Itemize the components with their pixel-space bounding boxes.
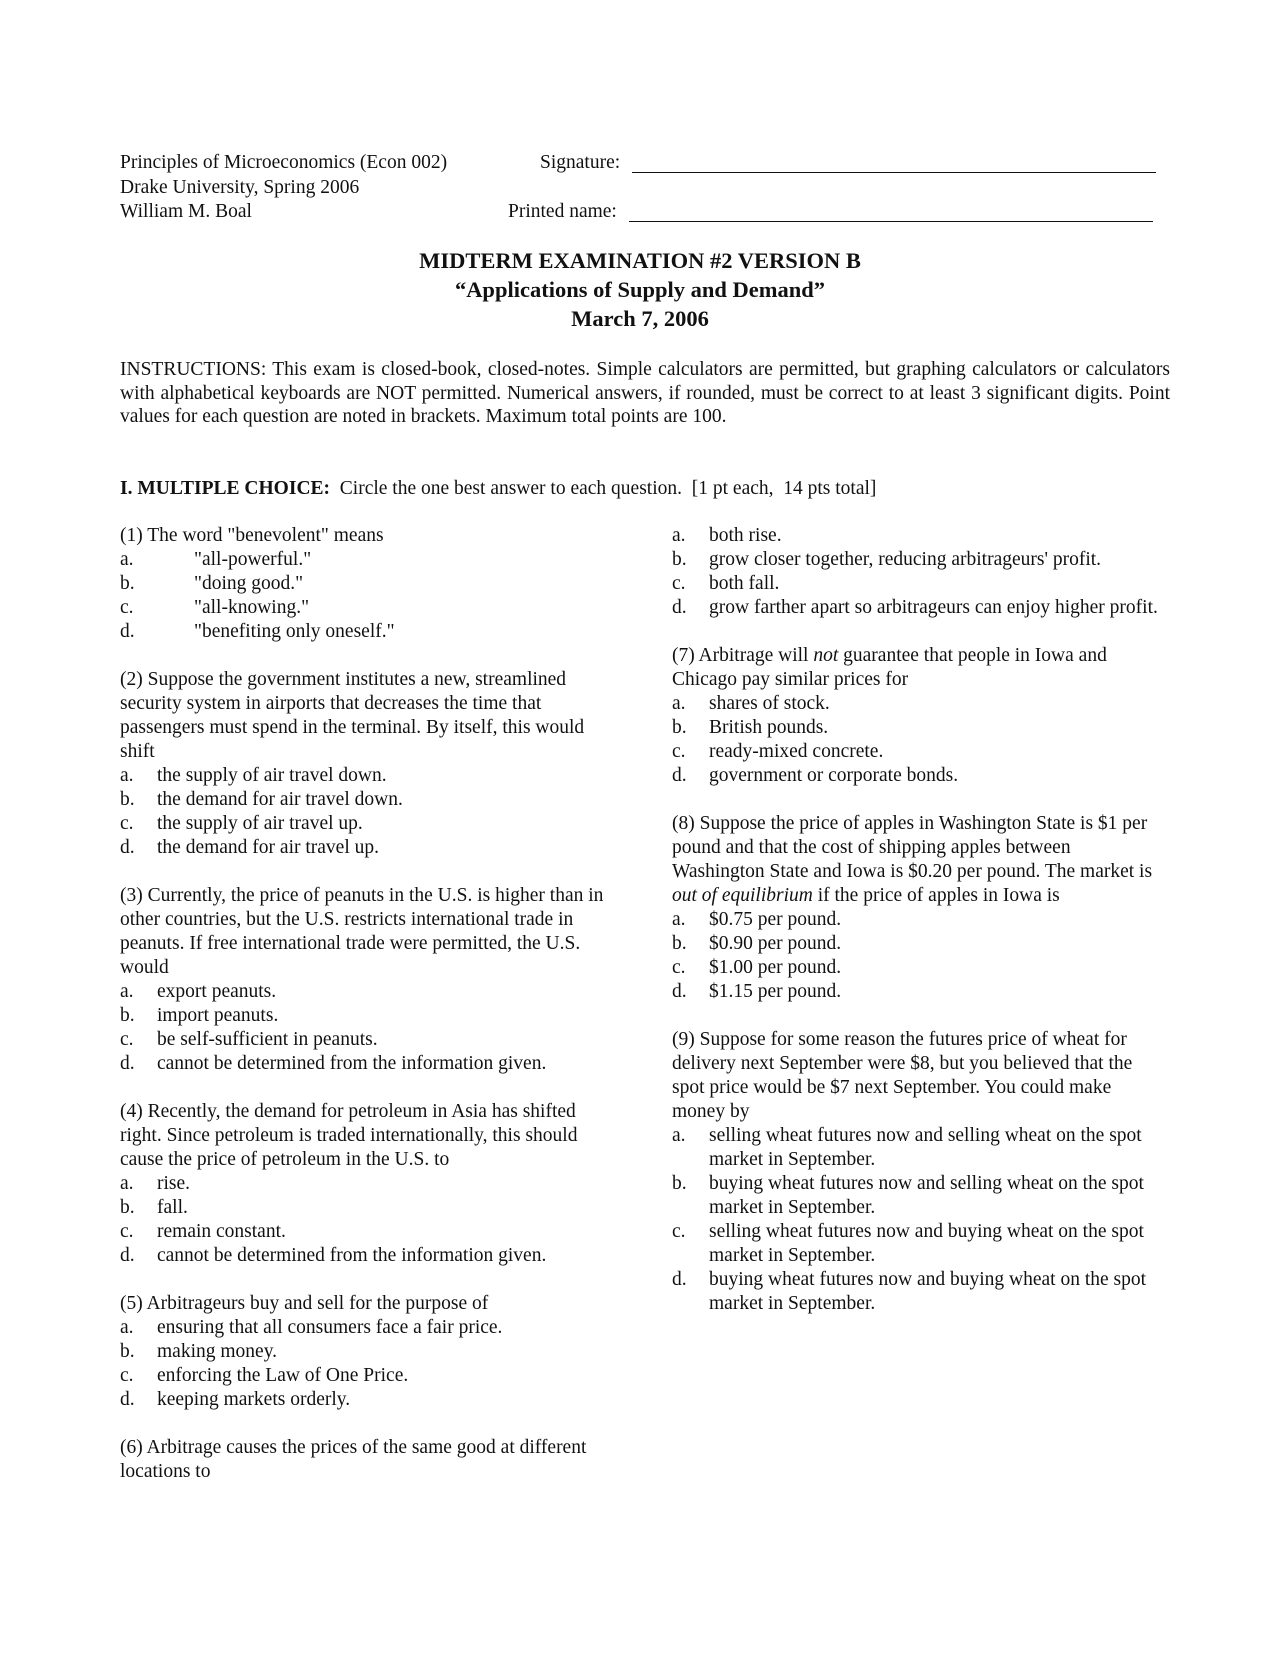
option-b[interactable]: b. grow closer together, reducing arbitrageurs' profit. — [672, 549, 1102, 570]
option-d[interactable]: d. grow farther apart so arbitrageurs can enjoy higher profit. — [672, 597, 1158, 618]
question-stem: (5) Arbitrageurs buy and sell for the purpose of — [120, 1293, 489, 1314]
option-a[interactable]: a. both rise. — [672, 525, 782, 546]
question-stem: (6) Arbitrage causes the prices of the same good at different locations to — [120, 1437, 587, 1482]
section-number: I. MULTIPLE CHOICE: — [120, 478, 331, 499]
option-a[interactable]: a. shares of stock. — [672, 693, 830, 714]
option-d[interactable]: d. cannot be determined from the information given. — [120, 1245, 547, 1266]
exam-title-line2: “Applications of Supply and Demand” — [454, 277, 826, 302]
option-b[interactable]: b. "doing good." — [120, 573, 304, 594]
option-c[interactable]: c. ready-mixed concrete. — [672, 741, 884, 762]
option-c[interactable]: c. "all-knowing." — [120, 597, 310, 618]
instructor-name: William M. Boal — [120, 201, 252, 222]
option-c[interactable]: c. be self-sufficient in peanuts. — [120, 1029, 378, 1050]
question-8 — [672, 812, 1162, 1004]
question-stem: (2) Suppose the government institutes a new, streamlined security system in airports that decreases the time that passengers must spend in the terminal. By itself, this would shift — [120, 669, 585, 762]
signature-line[interactable] — [632, 172, 1156, 173]
question-stem: (3) Currently, the price of peanuts in the U.S. is higher than in other countries, but the U.S. restricts international trade in peanuts. If free international trade were permitted, the U.S. would — [120, 885, 604, 978]
printed-name-label: Printed name: — [508, 201, 617, 222]
option-b[interactable]: b. import peanuts. — [120, 1005, 279, 1026]
option-a[interactable]: a. selling wheat futures now and selling wheat on the spot market in September. — [672, 1125, 1142, 1170]
question-1 — [120, 524, 610, 644]
school-term: Drake University, Spring 2006 — [120, 176, 360, 198]
option-d[interactable]: d. keeping markets orderly. — [120, 1389, 351, 1410]
question-5 — [120, 1292, 610, 1412]
question-7 — [672, 644, 1162, 788]
question-stem: (1) The word "benevolent" means — [120, 525, 384, 546]
option-a[interactable]: a. $0.75 per pound. — [672, 909, 842, 930]
printed-name-line[interactable] — [629, 221, 1153, 222]
option-c[interactable]: c. remain constant. — [120, 1221, 286, 1242]
option-a[interactable]: a. "all-powerful." — [120, 549, 312, 570]
option-d[interactable]: d. government or corporate bonds. — [672, 765, 959, 786]
option-c[interactable]: c. both fall. — [672, 573, 780, 594]
section-heading — [120, 477, 876, 501]
section-text: Circle the one best answer to each question. [1 pt each, 14 pts total] — [330, 478, 877, 499]
question-stem: (7) Arbitrage will not guarantee that people in Iowa and Chicago pay similar prices for — [672, 645, 1107, 690]
instructions: INSTRUCTIONS: This exam is closed-book, closed-notes. Simple calculators are permitted, but graphing calculators or calculators with alphabetical keyboards are NOT permitted. Numerical answers, if rounded, must be correct to at least 3 significant digits. Point values for each question are noted in brackets. Maximum total points are 100. — [120, 359, 1170, 427]
option-c[interactable]: c. enforcing the Law of One Price. — [120, 1365, 409, 1386]
left-column — [120, 524, 610, 1508]
right-column — [672, 524, 1162, 1340]
signature-label: Signature: — [540, 152, 621, 173]
option-b[interactable]: b. fall. — [120, 1197, 188, 1218]
question-stem: (4) Recently, the demand for petroleum in Asia has shifted right. Since petroleum is traded internationally, this should cause the price of petroleum in the U.S. to — [120, 1101, 578, 1170]
question-6-stem — [120, 1436, 610, 1484]
option-c[interactable]: c. selling wheat futures now and buying wheat on the spot market in September. — [672, 1221, 1144, 1266]
signature-row — [540, 151, 1156, 175]
option-d[interactable]: d. buying wheat futures now and buying wheat on the spot market in September. — [672, 1269, 1147, 1314]
question-3 — [120, 884, 610, 1076]
question-stem: (9) Suppose for some reason the futures price of wheat for delivery next September were $8, but you believed that the spot price would be $7 next September. You could make money by — [672, 1029, 1133, 1122]
question-4 — [120, 1100, 610, 1268]
option-a[interactable]: a. export peanuts. — [120, 981, 277, 1002]
printed-name-row — [508, 200, 1153, 224]
option-b[interactable]: b. making money. — [120, 1341, 278, 1362]
question-9 — [672, 1028, 1162, 1316]
option-d[interactable]: d. $1.15 per pound. — [672, 981, 842, 1002]
course-info — [120, 151, 447, 225]
option-d[interactable]: d. the demand for air travel up. — [120, 837, 379, 858]
option-a[interactable]: a. rise. — [120, 1173, 191, 1194]
option-b[interactable]: b. British pounds. — [672, 717, 829, 738]
option-c[interactable]: c. the supply of air travel up. — [120, 813, 363, 834]
course-name: Principles of Microeconomics (Econ 002) — [120, 152, 448, 173]
option-d[interactable]: d. cannot be determined from the information given. — [120, 1053, 547, 1074]
option-b[interactable]: b. $0.90 per pound. — [672, 933, 842, 954]
question-2 — [120, 668, 610, 860]
question-stem: (8) Suppose the price of apples in Washington State is $1 per pound and that the cost of shipping apples between Washington State and Iowa is $0.20 per pound. The market is out of equilibrium if the price of apples in Iowa is — [672, 813, 1153, 906]
exam-title-line1: MIDTERM EXAMINATION #2 VERSION B — [419, 248, 861, 273]
option-c[interactable]: c. $1.00 per pound. — [672, 957, 842, 978]
exam-date: March 7, 2006 — [571, 306, 709, 331]
option-b[interactable]: b. buying wheat futures now and selling wheat on the spot market in September. — [672, 1173, 1144, 1218]
option-a[interactable]: a. ensuring that all consumers face a fair price. — [120, 1317, 503, 1338]
question-6-options — [672, 524, 1162, 620]
exam-title — [0, 246, 1280, 333]
option-b[interactable]: b. the demand for air travel down. — [120, 789, 403, 810]
option-d[interactable]: d. "benefiting only oneself." — [120, 621, 395, 642]
option-a[interactable]: a. the supply of air travel down. — [120, 765, 387, 786]
